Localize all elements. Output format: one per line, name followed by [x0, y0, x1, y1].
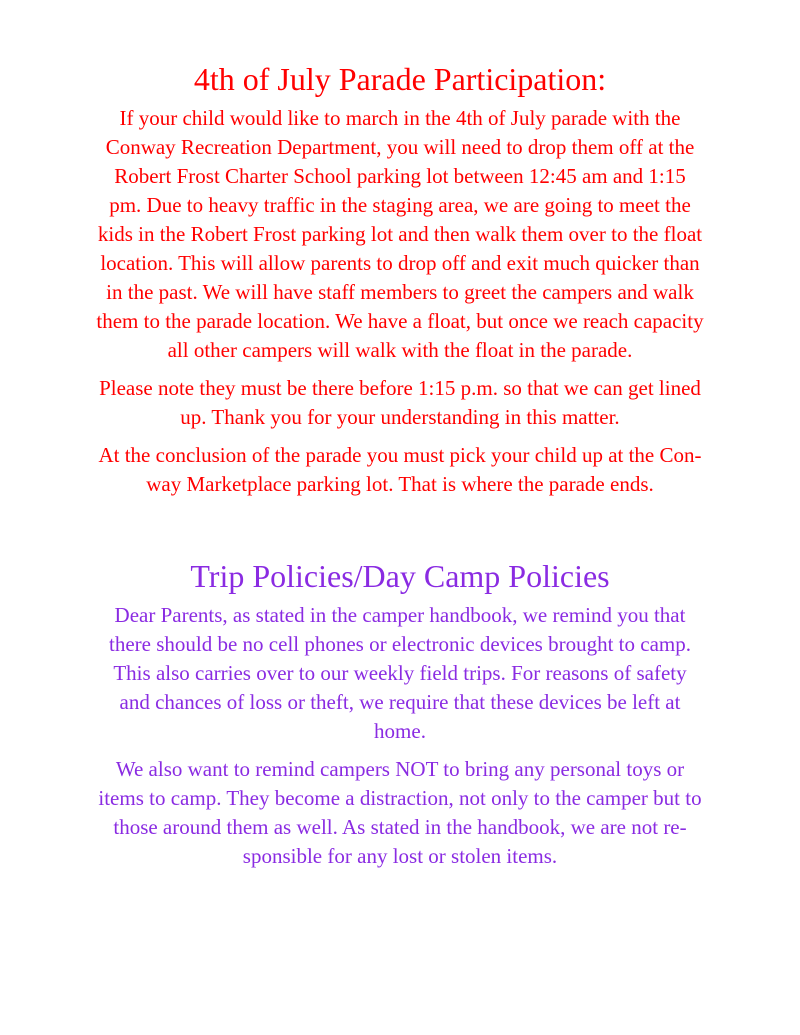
parade-paragraph-deadline [55, 374, 745, 432]
parade-paragraph-drop-off [55, 104, 745, 365]
text-line: If your child would like to march in the 4th of July parade with the [119, 106, 681, 130]
text-line: in the past. We will have staff members to greet the campers and walk [106, 280, 694, 304]
policies-paragraph-devices [55, 601, 745, 746]
text-line: up. Thank you for your understanding in this matter. [180, 405, 620, 429]
parade-title: 4th of July Parade Participation: [193, 61, 607, 97]
parade-paragraph-pickup [55, 441, 745, 499]
text-line: At the conclusion of the parade you must pick your child up at the Con- [98, 443, 702, 467]
text-line: Dear Parents, as stated in the camper handbook, we remind you that [114, 603, 686, 627]
text-line: them to the parade location. We have a float, but once we reach capacity [96, 309, 704, 333]
policies-title: Trip Policies/Day Camp Policies [190, 558, 610, 594]
text-line: there should be no cell phones or electronic devices brought to camp. [109, 632, 691, 656]
text-line: pm. Due to heavy traffic in the staging area, we are going to meet the [109, 193, 691, 217]
text-line: and chances of loss or theft, we require that these devices be left at [119, 690, 681, 714]
text-line: those around them as well. As stated in the handbook, we are not re- [113, 815, 687, 839]
text-line: We also want to remind campers NOT to bring any personal toys or [115, 757, 685, 781]
text-line: way Marketplace parking lot. That is where the parade ends. [146, 472, 654, 496]
text-line: Robert Frost Charter School parking lot between 12:45 am and 1:15 [114, 164, 686, 188]
policies-paragraph-toys [55, 755, 745, 871]
text-line: home. [374, 719, 426, 743]
text-line: location. This will allow parents to drop off and exit much quicker than [100, 251, 700, 275]
parade-section [55, 60, 745, 508]
text-line: items to camp. They become a distraction, not only to the camper but to [98, 786, 702, 810]
text-line: Conway Recreation Department, you will need to drop them off at the [105, 135, 695, 159]
text-line: This also carries over to our weekly field trips. For reasons of safety [113, 661, 687, 685]
text-line: sponsible for any lost or stolen items. [242, 844, 558, 868]
text-line: Please note they must be there before 1:15 p.m. so that we can get lined [99, 376, 701, 400]
policies-section [55, 557, 745, 880]
text-line: kids in the Robert Frost parking lot and then walk them over to the float [97, 222, 703, 246]
text-line: all other campers will walk with the float in the parade. [167, 338, 633, 362]
